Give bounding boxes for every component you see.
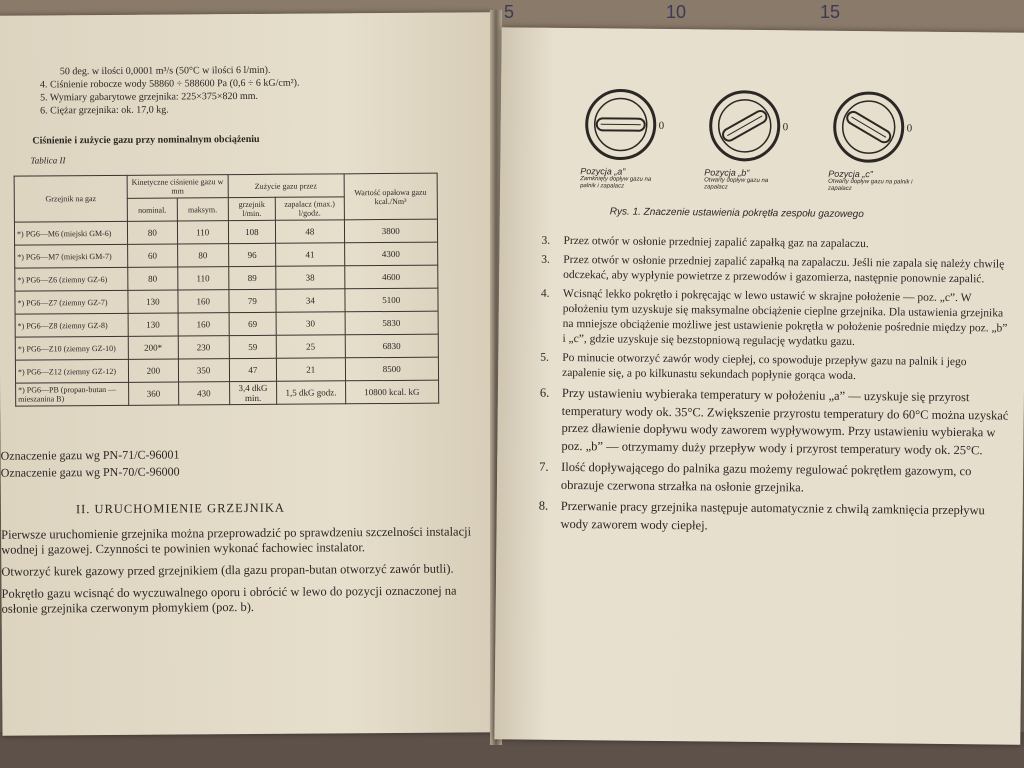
cell-name: *) PG6—Z6 (ziemny GZ-6) bbox=[15, 267, 128, 291]
dial-sub: Otwarty dopływ gazu na zapalacz bbox=[704, 177, 769, 191]
dial-marker: 0 bbox=[906, 122, 913, 135]
cell-max: 110 bbox=[177, 267, 228, 290]
header-value: Wartość opałowa gazu kcal./Nm³ bbox=[344, 173, 438, 220]
spec-line: 6. Ciężar grzejnika: ok. 17,0 kg. bbox=[40, 104, 169, 117]
cell-name: *) PG6—Z12 (ziemny GZ-12) bbox=[15, 359, 128, 383]
cell-nominal: 360 bbox=[129, 382, 179, 405]
cell-max: 80 bbox=[177, 244, 228, 267]
table-row bbox=[15, 288, 438, 314]
cell-heater: 108 bbox=[228, 220, 276, 243]
item-number: 8. bbox=[538, 498, 549, 513]
cell-max: 430 bbox=[178, 382, 229, 405]
gas-notes bbox=[1, 446, 180, 481]
cell-nominal: 80 bbox=[128, 267, 178, 290]
item-text: Przez otwór w osłonie przedniej zapalić zapałką na zapalaczu. Jeśli nie zapala się należy chwilę odczekać, aby wypłynie powietrze z przewodów i gazomierza, następnie ponownie zapalić. bbox=[563, 253, 1005, 286]
cell-max: 160 bbox=[178, 290, 229, 313]
table-title: Ciśnienie i zużycie gazu przy nominalnym obciążeniu bbox=[32, 133, 260, 147]
item-text: Ilość dopływającego do palnika gazu możemy regulować pokrętłem gazowym, co obrazuje czerwona strzałka na osłonie grzejnika. bbox=[560, 459, 972, 494]
cell-name: *) PG6—M6 (miejski GM-6) bbox=[14, 221, 127, 245]
table-row bbox=[15, 334, 438, 360]
cell-name: *) PG6—Z10 (ziemny GZ-10) bbox=[15, 336, 128, 360]
header-nominal: nominal. bbox=[127, 198, 177, 221]
table-row bbox=[14, 219, 437, 245]
cell-value: 4600 bbox=[344, 265, 438, 289]
mark-5: 5 bbox=[504, 2, 515, 22]
header-usage: Zużycie gazu przez bbox=[228, 174, 344, 198]
cell-igniter: 48 bbox=[276, 220, 345, 243]
dial-label: Pozycja „b” bbox=[704, 167, 750, 178]
cell-nominal: 60 bbox=[128, 244, 178, 267]
cell-igniter: 34 bbox=[276, 289, 345, 312]
note-line: Oznaczenie gazu wg PN-71/C-96001 bbox=[0, 447, 180, 463]
spec-line: 50 deg. w ilości 0,0001 m³/s (50°C w ilości 6 l/min). bbox=[59, 64, 271, 78]
table-label: Tablica II bbox=[30, 155, 66, 166]
mark-10: 10 bbox=[666, 2, 687, 22]
instruction-item bbox=[539, 385, 1010, 460]
item-number: 7. bbox=[539, 459, 549, 474]
spec-line: 5. Wymiary gabarytowe grzejnika: 225×375×820 mm. bbox=[40, 90, 259, 104]
right-page bbox=[494, 27, 1024, 744]
left-paragraphs bbox=[1, 524, 472, 623]
note-line: Oznaczenie gazu wg PN-70/C-96000 bbox=[0, 464, 180, 480]
instruction-item bbox=[540, 351, 1010, 386]
item-number: 3. bbox=[541, 253, 550, 266]
cell-nominal: 130 bbox=[128, 290, 178, 313]
cell-max: 160 bbox=[178, 313, 229, 336]
instruction-list bbox=[538, 234, 1011, 542]
cell-igniter: 30 bbox=[276, 312, 345, 335]
dial-b-icon bbox=[704, 87, 793, 168]
paragraph: Otworzyć kurek gazowy przed grzejnikiem (dla gazu propan-butan otworzyć zawór butli). bbox=[1, 561, 454, 579]
dial-position-c bbox=[828, 89, 917, 194]
cell-value: 5830 bbox=[345, 311, 439, 335]
header-kinetic: Kinetyczne ciśnienie gazu w mm bbox=[127, 175, 228, 199]
cell-igniter: 25 bbox=[276, 335, 345, 358]
dial-sub: Otwarty dopływ gazu na palnik i zapalacz bbox=[828, 178, 913, 192]
dial-label: Pozycja „c” bbox=[828, 168, 873, 180]
paragraph: Pokrętło gazu wcisnąć do wyczuwalnego oporu i obrócić w lewo do pozycji oznaczonej na osłonie grzejnika czerwonym płomykiem (poz. b). bbox=[1, 583, 457, 616]
item-text: Wcisnąć lekko pokrętło i pokręcając w lewo ustawić w skrajne położenie — poz. „c”. W położeniu tym uzyskuje się maksymalne obciążenie cieplne grzejnika. Dla ustawienia grzejnika na mniejsze obciążenie możliwe jest ustawienie pokrętła w położenie pośrednie między poz. „b” i „c”, gdzie uzyskuje się bezstopniową regulację wydatku gazu. bbox=[562, 287, 1008, 348]
cell-max: 110 bbox=[177, 221, 228, 244]
cell-nominal: 80 bbox=[127, 221, 177, 244]
item-text: Przy ustawieniu wybieraka temperatury w położeniu „a” — uzyskuje się przyrost temperatury wody ok. 35°C. Zwiększenie przyrostu temperatury do 60°C można uzyskać przez dławienie dopływu wody zaworem wypływowym. Przy ustawieniu wybieraka w poz. „b” — otrzymamy duży przepływ wody i przyrost temperatury wody ok. 25°C. bbox=[561, 385, 1009, 457]
header-heater: grzejnik l/min. bbox=[228, 197, 276, 220]
cell-heater: 89 bbox=[228, 266, 276, 289]
item-text: Przez otwór w osłonie przedniej zapalić zapałką gaz na zapalaczu. bbox=[563, 234, 869, 251]
item-text: Przerwanie pracy grzejnika następuje automatycznie z chwilą zamknięcia przepływu wody zaworem wody ciepłej. bbox=[560, 498, 985, 532]
dial-label: Pozycja „a” bbox=[580, 166, 626, 177]
instruction-item bbox=[538, 498, 1008, 538]
cell-value: 5100 bbox=[344, 288, 438, 312]
dial-position-a bbox=[580, 86, 669, 191]
table-row bbox=[16, 380, 439, 406]
instruction-item bbox=[541, 234, 1011, 254]
cell-value: 8500 bbox=[345, 357, 439, 381]
cell-max: 230 bbox=[178, 336, 229, 359]
table-row bbox=[15, 357, 438, 383]
cell-heater: 96 bbox=[228, 243, 276, 266]
dial-sub: Zamknięty dopływ gazu na palnik i zapalacz bbox=[580, 176, 652, 190]
cell-nominal: 200* bbox=[128, 336, 178, 359]
cell-name: *) PG6—Z7 (ziemny GZ-7) bbox=[15, 290, 128, 314]
table-row bbox=[15, 311, 438, 337]
left-page bbox=[0, 12, 497, 735]
item-text: Po minucie otworzyć zawór wody ciepłej, co spowoduje przepływ gazu na palnik i jego zapalenie się, a po kilkunastu sekundach popłynie gorąca woda. bbox=[562, 351, 967, 382]
cell-value: 6830 bbox=[345, 334, 439, 358]
spec-line: 4. Ciśnienie robocze wody 58860 ÷ 588600 Pa (0,6 ÷ 6 kG/cm²). bbox=[39, 77, 300, 91]
cell-igniter: 1,5 dkG godz. bbox=[277, 381, 346, 404]
cell-igniter: 21 bbox=[277, 358, 346, 381]
header-name: Grzejnik na gaz bbox=[14, 175, 127, 222]
item-number: 3. bbox=[541, 234, 551, 247]
cell-max: 350 bbox=[178, 359, 229, 382]
item-number: 6. bbox=[539, 385, 550, 400]
header-max: maksym. bbox=[177, 198, 228, 221]
dial-position-b bbox=[704, 87, 793, 192]
dial-a-icon bbox=[580, 86, 669, 167]
cell-name: *) PG6—M7 (miejski GM-7) bbox=[15, 244, 128, 268]
instruction-item bbox=[541, 253, 1011, 288]
dial-c-icon bbox=[828, 89, 917, 170]
paragraph: Pierwsze uruchomienie grzejnika można przeprowadzić po sprawdzeniu szczelności instalacji wodnej i gazowej. Czynności te powinien wykonać fachowiec instalator. bbox=[1, 524, 472, 557]
item-number: 4. bbox=[540, 287, 550, 300]
cell-heater: 3,4 dkG min. bbox=[229, 381, 277, 404]
cell-heater: 47 bbox=[229, 358, 277, 381]
gas-table bbox=[14, 173, 440, 407]
section-heading: II. URUCHOMIENIE GRZEJNIKA bbox=[75, 500, 285, 517]
cell-igniter: 38 bbox=[276, 266, 345, 289]
item-number: 5. bbox=[540, 351, 549, 364]
cell-heater: 69 bbox=[229, 312, 277, 335]
cell-value: 10800 kcal. kG bbox=[345, 380, 439, 404]
cell-value: 4300 bbox=[344, 242, 438, 266]
dial-figure bbox=[570, 86, 951, 210]
table-row bbox=[15, 265, 438, 291]
cell-igniter: 41 bbox=[276, 243, 345, 266]
dial-marker: 0 bbox=[658, 119, 665, 132]
cell-name: *) PG6—Z8 (ziemny GZ-8) bbox=[15, 313, 128, 337]
cell-nominal: 130 bbox=[128, 313, 178, 336]
instruction-item bbox=[540, 287, 1011, 352]
table-body bbox=[14, 219, 438, 406]
cell-heater: 79 bbox=[229, 289, 277, 312]
cell-name: *) PG6—PB (propan-butan — mieszanina B) bbox=[16, 382, 129, 406]
table-row bbox=[15, 242, 438, 268]
cell-heater: 59 bbox=[229, 335, 277, 358]
mark-15: 15 bbox=[820, 2, 841, 22]
cell-value: 3800 bbox=[344, 219, 438, 243]
instruction-item bbox=[539, 459, 1009, 499]
cell-nominal: 200 bbox=[128, 359, 178, 382]
spec-lines bbox=[28, 62, 468, 117]
dial-marker: 0 bbox=[782, 121, 789, 134]
header-igniter: zapalacz (max.) l/godz. bbox=[275, 197, 344, 220]
figure-caption: Rys. 1. Znaczenie ustawienia pokrętła zespołu gazowego bbox=[609, 206, 864, 221]
